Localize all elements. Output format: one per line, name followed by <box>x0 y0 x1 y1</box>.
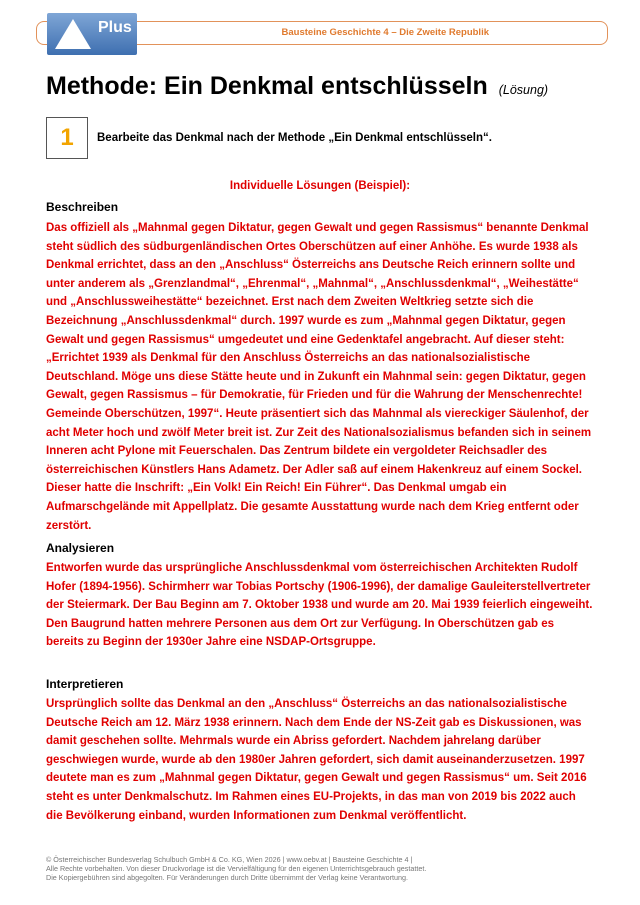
footer-line-1: © Österreichischer Bundesverlag Schulbuch GmbH & Co. KG, Wien 2026 | www.oebv.at | Bausteine Geschichte 4 | <box>46 855 413 864</box>
task-number-box <box>46 117 88 159</box>
section-heading-beschreiben: Beschreiben <box>46 200 119 214</box>
page-title <box>46 72 548 101</box>
section-text-interpretieren: Ursprünglich sollte das Denkmal an den „Anschluss“ Österreichs an das nationalsozialistische Deutsche Reich am 12. März 1938 erinnern. Nach dem Ende der NS-Zeit gab es Diskussionen, was damit geschehen sollte. Mehrmals wurde ein Abriss gefordert. Nachdem jahrelang darüber geschwiegen wurde, wurde ab den 1980er Jahren gefordert, sich damit auseinanderzusetzen. 1997 deutete man es zum „Mahnmal gegen Diktatur, gegen Gewalt und gegen Rassismus“ um. Seit 2016 steht es unter Denkmalschutz. Im Rahmen eines EU-Projekts, in das man von 2019 bis 2022 auch die Bevölkerung einband, wurden Informationen zum Denkmal veröffentlicht. <box>46 698 587 822</box>
logo-text: Plus <box>98 19 132 36</box>
solutions-heading: Individuelle Lösungen (Beispiel): <box>229 180 411 192</box>
footer-line-2: Alle Rechte vorbehalten. Von dieser Druckvorlage ist die Vervielfältigung für den eigenen Unterrichtsgebrauch gestattet. <box>46 864 427 873</box>
section-text-beschreiben: Das offiziell als „Mahnmal gegen Diktatur, gegen Gewalt und gegen Rassismus“ benannte Denkmal steht südlich des südburgenländischen Ortes Oberschützen auf einer Anhöhe. Es wurde 1938 als Denkmal errichtet, dass an den „Anschluss“ Österreichs ans Deutsche Reich erinnern sollte und unter anderem als „Grenzlandmal“, „Ehrenmal“, „Mahnmal“, „Anschlussdenkmal“, „Weihestätte“ und „Anschlussweihestätte“ bezeichnet. Erst nach dem Zweiten Weltkrieg setzte sich die Bezeichnung „Anschlussdenkmal“ durch. 1997 wurde es zum „Mahnmal gegen Diktatur, gegen Gewalt und gegen Rassismus“ umgedeutet und eine Gedenktafel angebracht. Auf dieser steht: „Errichtet 1939 als Denkmal für den Anschluss Österreichs an das nationalsozialistische Deutschland. Möge uns diese Stätte heute und in Zukunft ein Mahnmal sein: gegen Diktatur, gegen Gewalt, gegen Rassismus – für Demokratie, für Frieden und für die Wahrung der Menschenrechte! Gemeinde Oberschützen, 1997“. Heute präsentiert sich das Mahnmal als viereckiger Säulenhof, der acht Meter hoch und zwölf Meter breit ist. Zur Zeit des Nationalsozialismus befanden sich in seinem Inneren acht Pylone mit Feuerschalen. Das Zentrum bildete ein vergoldeter Reichsadler des österreichischen Künstlers Hans Adametz. Der Adler saß auf einem Hakenkreuz auf einem Sockel. Dieser hatte die Inschrift: „Ein Volk! Ein Reich! Ein Führer“. Das Denkmal umgab ein Aufmarschgelände mit Appellplatz. Die gesamte Ausstattung wurde nach dem Krieg entfernt oder zerstört. <box>46 222 592 532</box>
publisher-logo <box>47 13 137 55</box>
section-text-analysieren: Entworfen wurde das ursprüngliche Anschlussdenkmal vom österreichischen Architekten Rudolf Hofer (1894-1956). Schirmherr war Tobias Portschy (1906-1996), der damalige Gauleiterstellvertreter der Steiermark. Der Bau Beginn am 7. Oktober 1938 und wurde am 20. Mai 1939 feierlich eingeweiht. Den Baugrund hatten mehrere Personen aus dem Ort zur Verfügung. In Oberschützen gab es bereits zu Beginn der 1930er Jahre eine NSDAP-Ortsgruppe. <box>46 562 593 649</box>
section-heading-interpretieren: Interpretieren <box>46 677 124 691</box>
series-title: Bausteine Geschichte 4 – Die Zweite Republik <box>281 27 489 38</box>
triangle-icon <box>55 19 91 49</box>
page-title-sub: (Lösung) <box>498 83 549 97</box>
page-title-main: Methode: Ein Denkmal entschlüsseln <box>46 72 488 100</box>
footer-line-3: Die Kopiergebühren sind abgegolten. Für Veränderungen durch Dritte übernimmt der Verlag keine Verantwortung. <box>46 873 408 882</box>
task-instruction: Bearbeite das Denkmal nach der Methode „Ein Denkmal entschlüsseln“. <box>97 132 492 144</box>
task-number: 1 <box>60 124 74 151</box>
section-heading-analysieren: Analysieren <box>46 541 115 555</box>
footer <box>46 855 606 882</box>
